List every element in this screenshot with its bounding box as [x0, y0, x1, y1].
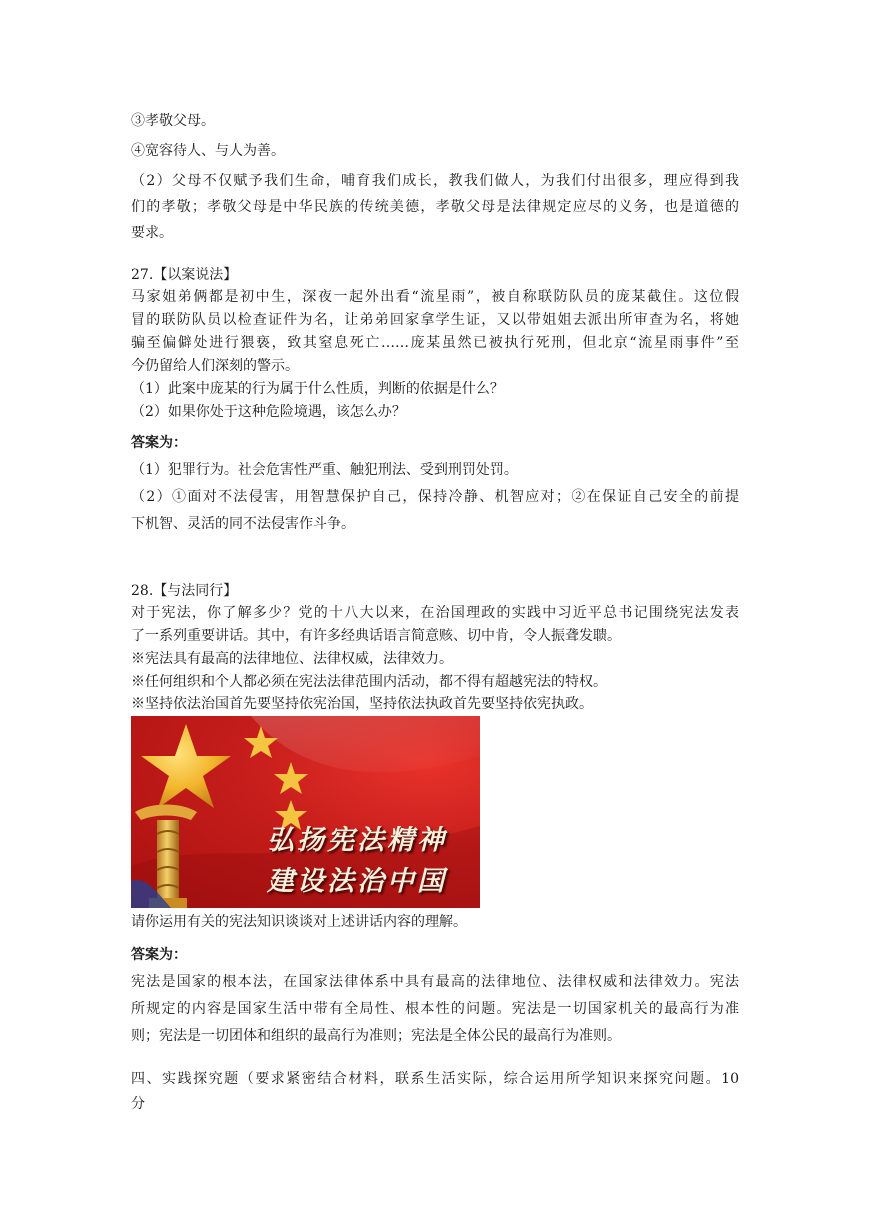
q27-answer1: （1）犯罪行为。社会危害性严重、触犯刑法、受到刑罚处罚。	[131, 462, 518, 478]
q28-title: 28.【与法同行】	[131, 583, 238, 599]
q28-quote2: ※任何组织和个人都必须在宪法法律范围内活动，都不得有超越宪法的特权。	[131, 674, 607, 690]
q26-answer2-line2: 们的孝敬；孝敬父母是中华民族的传统美德，孝敬父母是法律规定应尽的义务，也是道德的	[131, 199, 739, 215]
q26-item-4: ④宽容待人、与人为善。	[131, 143, 285, 159]
q27-question2: （2）如果你处于这种危险境遇，该怎么办？	[131, 404, 406, 420]
banner-slogan-line2: 建设法治中国	[267, 866, 447, 897]
constitution-banner-image	[131, 716, 480, 908]
q26-answer2-line1: （2）父母不仅赋予我们生命，哺育我们成长，教我们做人，为我们付出很多，理应得到我	[131, 173, 739, 189]
section4-heading-line1: 四、实践探究题（要求紧密结合材料，联系生活实际，综合运用所学知识来探究问题。10	[131, 1071, 739, 1087]
section4-heading-line2: 分	[131, 1096, 145, 1112]
q28-intro-line2: 了一系列重要讲话。其中，有许多经典话语言简意赅、切中肯，令人振聋发聩。	[131, 628, 621, 644]
q28-answer-label: 答案为：	[131, 947, 187, 963]
q27-question1: （1）此案中庞某的行为属于什么性质，判断的依据是什么？	[131, 381, 504, 397]
q28-answer-line2: 所规定的内容是国家生活中带有全局性、根本性的问题。宪法是一切国家机关的最高行为准	[131, 1001, 739, 1017]
q26-answer2-line3: 要求。	[131, 225, 173, 241]
q28-intro-line1: 对于宪法，你了解多少？党的十八大以来，在治国理政的实践中习近平总书记围绕宪法发表	[131, 605, 739, 621]
q27-case-line4: 今仍留给人们深刻的警示。	[131, 358, 299, 374]
q27-case-line2: 冒的联防队员以检查证件为名，让弟弟回家拿学生证，又以带姐姐去派出所审查为名，将她	[131, 312, 739, 328]
q27-answer2-line2: 下机智、灵活的同不法侵害作斗争。	[131, 516, 355, 532]
q28-quote1: ※宪法具有最高的法律地位、法律权威，法律效力。	[131, 651, 453, 667]
small-star-icon	[274, 762, 308, 794]
q26-item-3: ③孝敬父母。	[131, 113, 215, 129]
q28-answer-line1: 宪法是国家的根本法，在国家法律体系中具有最高的法律地位、法律权威和法律效力。宪法	[131, 974, 739, 990]
large-star-icon	[141, 724, 231, 808]
q27-answer2-line1: （2）①面对不法侵害，用智慧保护自己，保持冷静、机智应对；②在保证自己安全的前提	[131, 489, 739, 505]
q28-answer-line3: 则；宪法是一切团体和组织的最高行为准则；宪法是全体公民的最高行为准则。	[131, 1028, 621, 1044]
q27-case-line1: 马家姐弟俩都是初中生，深夜一起外出看“流星雨”，被自称联防队员的庞某截住。这位假	[131, 289, 739, 305]
q28-quote3: ※坚持依法治国首先要坚持依宪治国，坚持依法执政首先要坚持依宪执政。	[131, 696, 593, 712]
q28-question: 请你运用有关的宪法知识谈谈对上述讲话内容的理解。	[131, 914, 467, 930]
q27-case-line3: 骗至偏僻处进行猥亵，致其窒息死亡……庞某虽然已被执行死刑，但北京“流星雨事件”至	[131, 335, 739, 351]
q27-answer-label: 答案为：	[131, 435, 187, 451]
q27-title: 27.【以案说法】	[131, 267, 238, 283]
banner-slogan-line1: 弘扬宪法精神	[267, 825, 447, 856]
